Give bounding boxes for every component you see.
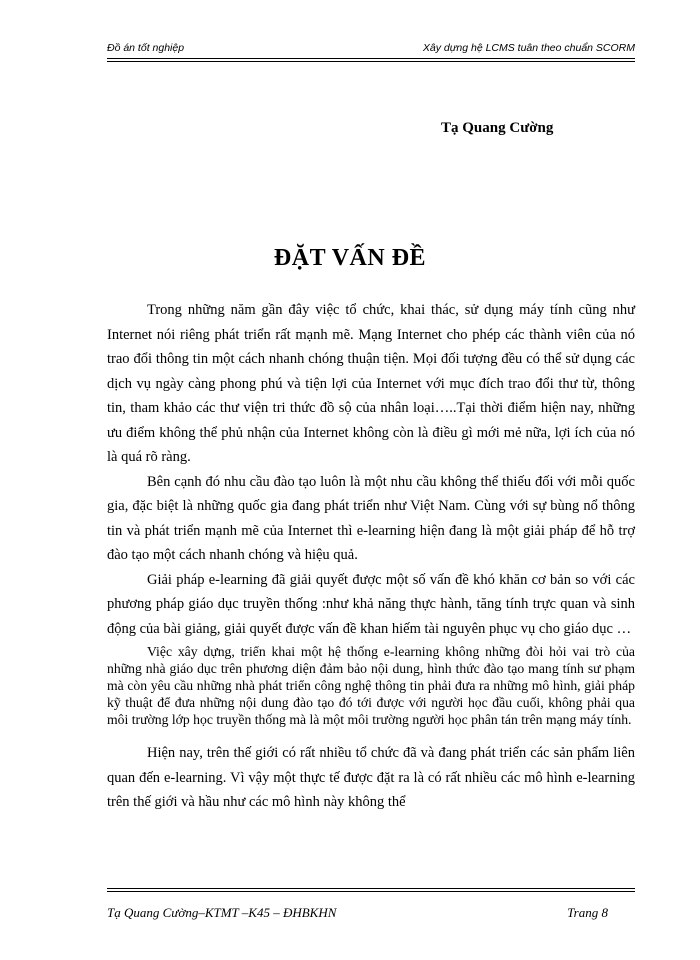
page-footer bbox=[107, 905, 635, 925]
footer-double-rule bbox=[107, 888, 635, 892]
footer-left-text: Tạ Quang Cường–KTMT –K45 – ĐHBKHN bbox=[107, 905, 337, 920]
page-number: Trang 8 bbox=[567, 905, 608, 920]
paragraph-5: Hiện nay, trên thế giới có rất nhiều tổ chức đã và đang phát triển các sản phẩm liên quan đến e-learning. Vì vậy một thực tế được đặt ra là có rất nhiều các mô hình e-learning trên thế giới và hầu như các mô hình này không thể bbox=[107, 745, 635, 810]
paragraph-4: Việc xây dựng, triển khai một hệ thống e-learning không những đòi hỏi vai trò của những nhà giáo dục trên phương diện đảm bảo nội dung, hình thức đào tạo mang tính sư phạm mà còn yêu cầu những nhà phát triển công nghệ thông tin phải đưa ra những mô hình, giải pháp kỹ thuật để đưa những nội dung đào tạo đó tới được với người học đầu cuối, không phải qua môi trường lớp học truyền thống mà là một môi trường người học phân tán trên mạng máy tính. bbox=[107, 644, 635, 727]
header-right-text: Xây dựng hệ LCMS tuân theo chuẩn SCORM bbox=[422, 42, 635, 54]
paragraph-3: Giải pháp e-learning đã giải quyết được một số vấn đề khó khăn cơ bản so với các phương pháp giáo dục truyền thống :như khả năng thực hành, tăng tính trực quan và sinh động của bài giảng, giải quyết được vấn đề khan hiếm tài nguyên phục vụ cho giáo dục … bbox=[107, 571, 635, 637]
paragraph-1: Trong những năm gần đây việc tổ chức, khai thác, sử dụng máy tính cũng như Internet nói riêng phát triển rất mạnh mẽ. Mạng Internet cho phép các thành viên của nó trao đổi thông tin một cách nhanh chóng thuận tiện. Mọi đối tượng đều có thể sử dụng các dịch vụ ngày càng phong phú và tiện lợi của Internet với mục đích trao đổi thư từ, thông tin, tham khảo các thư viện tri thức đồ sộ của nhân loại…..Tại thời điểm hiện nay, những ưu điểm không thể phủ nhận của Internet không còn là điều gì mới mẻ nữa, lợi ích của nó là quá rõ ràng. bbox=[107, 302, 635, 465]
header-double-rule bbox=[107, 58, 635, 62]
page-title: ĐẶT VẤN ĐỀ bbox=[273, 245, 427, 271]
author-name: Tạ Quang Cường bbox=[441, 120, 554, 136]
paragraph-2: Bên cạnh đó nhu cầu đào tạo luôn là một nhu cầu không thể thiếu đối với mỗi quốc gia, đặc biệt là những quốc gia đang phát triển như Việt Nam. Cùng với sự bùng nổ thông tin và phát triển mạnh mẽ của Internet thì e-learning hiện đang là một giải pháp để hỗ trợ đào tạo một cách nhanh chóng và hiệu quả. bbox=[107, 473, 635, 563]
header-left-text: Đồ án tốt nghiệp bbox=[107, 42, 185, 54]
body-text bbox=[107, 298, 635, 815]
